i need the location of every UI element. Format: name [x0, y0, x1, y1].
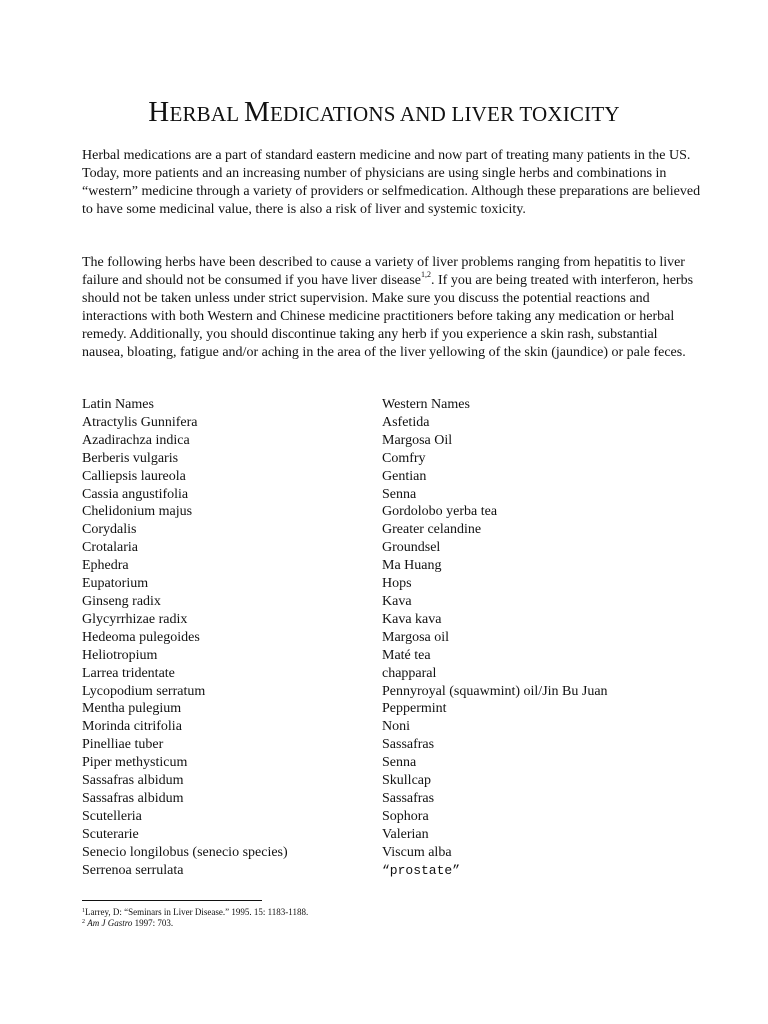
- title-word-herbal: ERBAL: [169, 102, 244, 126]
- western-name: Asfetida: [382, 414, 430, 430]
- western-name: Margosa oil: [382, 629, 450, 645]
- footnote-2-journal: Am J Gastro: [87, 918, 133, 928]
- latin-name: Chelidonium majus: [82, 504, 193, 520]
- title-initial-m: M: [243, 96, 270, 128]
- latin-name: Berberis vulgaris: [82, 450, 179, 466]
- western-name: Kava: [382, 593, 412, 609]
- western-name: Hops: [382, 576, 412, 592]
- western-name: Sassafras: [382, 790, 435, 806]
- western-name: Groundsel: [382, 540, 441, 556]
- latin-name: Azadirachza indica: [82, 432, 190, 448]
- western-names-column: [382, 396, 722, 879]
- western-name: Peppermint: [382, 701, 447, 717]
- latin-name: Ginseng radix: [82, 593, 161, 609]
- footnote-2: [82, 918, 308, 929]
- latin-name: Crotalaria: [82, 540, 138, 556]
- western-name: Greater celandine: [382, 522, 482, 538]
- intro-paragraph: Herbal medications are a part of standard eastern medicine and now part of treating many patients in the US. Today, more patients and an increasing number of physicians are using single herbs and combinations in “western” medicine through a variety of providers or selfmedication. Although these preparations are believed to have some medicinal value, there is also a risk of liver and systemic toxicity.: [82, 148, 701, 217]
- latin-name: Cassia angustifolia: [82, 486, 189, 502]
- western-name: Kava kava: [382, 611, 442, 627]
- latin-name: Corydalis: [82, 522, 137, 538]
- western-name: Comfry: [382, 450, 426, 466]
- footnote-1-mark: 1: [82, 908, 85, 914]
- title-rest: EDICATIONS AND LIVER TOXICITY: [269, 102, 620, 126]
- latin-name: Piper methysticum: [82, 755, 188, 771]
- western-name: “prostate”: [382, 862, 461, 878]
- western-name: chapparal: [382, 665, 437, 681]
- latin-names-header: Latin Names: [82, 397, 154, 412]
- latin-name: Scutelleria: [82, 808, 142, 824]
- latin-name: Morinda citrifolia: [82, 719, 182, 735]
- latin-names-column: [82, 396, 372, 879]
- latin-name: Sassafras albidum: [82, 790, 184, 806]
- footnote-2-text: 1997: 703.: [132, 918, 174, 928]
- latin-name: Lycopodium serratum: [82, 683, 206, 699]
- warning-paragraph: [82, 254, 702, 362]
- latin-name: Atractylis Gunnifera: [82, 414, 198, 430]
- footnote-2-mark: 2: [82, 919, 85, 925]
- latin-name: Mentha pulegium: [82, 701, 182, 717]
- latin-name: Pinelliae tuber: [82, 737, 164, 753]
- western-name: Gordolobo yerba tea: [382, 504, 498, 520]
- warning-text-part1: The following herbs have been described to cause a variety of liver problems ranging from hepatitis to liver failure and should not be consumed if you have liver disease: [82, 255, 685, 288]
- footnote-divider: [82, 900, 262, 901]
- footnote-1-text: Larrey, D: “Seminars in Liver Disease.” 1995. 15: 1183-1188.: [85, 907, 309, 917]
- western-name: Valerian: [382, 826, 429, 842]
- western-name: Noni: [382, 719, 410, 735]
- latin-name: Calliepsis laureola: [82, 468, 186, 484]
- western-name: Pennyroyal (squawmint) oil/Jin Bu Juan: [382, 683, 608, 699]
- latin-name: Serrenoa serrulata: [82, 862, 184, 878]
- latin-name: Ephedra: [82, 558, 129, 574]
- latin-name: Eupatorium: [82, 576, 149, 592]
- reference-superscript: 1,2: [421, 270, 432, 279]
- latin-name: Heliotropium: [82, 647, 158, 663]
- western-names-header: Western Names: [382, 397, 470, 412]
- western-name: Senna: [382, 755, 417, 771]
- latin-name: Larrea tridentate: [82, 665, 175, 681]
- latin-name: Glycyrrhizae radix: [82, 611, 188, 627]
- western-name: Ma Huang: [382, 558, 442, 574]
- footnote-1: [82, 907, 308, 918]
- warning-text-part2: . If you are being treated with interferon, herbs should not be taken unless under strict supervision. Make sure you discuss the potential reactions and interactions with both Western and Chinese medicine practitioners before taking any medication or herbal remedy. Additionally, you should discontinue taking any herb if you experience a skin rash, substantial nausea, bloating, fatigue and/or aching in the area of the liver yellowing of the skin (jaundice) or pale feces.: [82, 273, 694, 360]
- latin-name: Hedeoma pulegoides: [82, 629, 200, 645]
- western-name: Viscum alba: [382, 844, 452, 860]
- latin-name: Senecio longilobus (senecio species): [82, 844, 288, 860]
- latin-name: Scuterarie: [82, 826, 139, 842]
- page-title: [0, 94, 768, 132]
- western-name: Gentian: [382, 468, 427, 484]
- western-name: Senna: [382, 486, 417, 502]
- western-name: Margosa Oil: [382, 432, 453, 448]
- western-name: Maté tea: [382, 647, 431, 663]
- western-name: Sophora: [382, 808, 429, 824]
- western-name: Sassafras: [382, 737, 435, 753]
- western-name: Skullcap: [382, 773, 431, 789]
- title-initial-h: H: [148, 96, 170, 128]
- footnotes: [82, 907, 308, 929]
- latin-name: Sassafras albidum: [82, 773, 184, 789]
